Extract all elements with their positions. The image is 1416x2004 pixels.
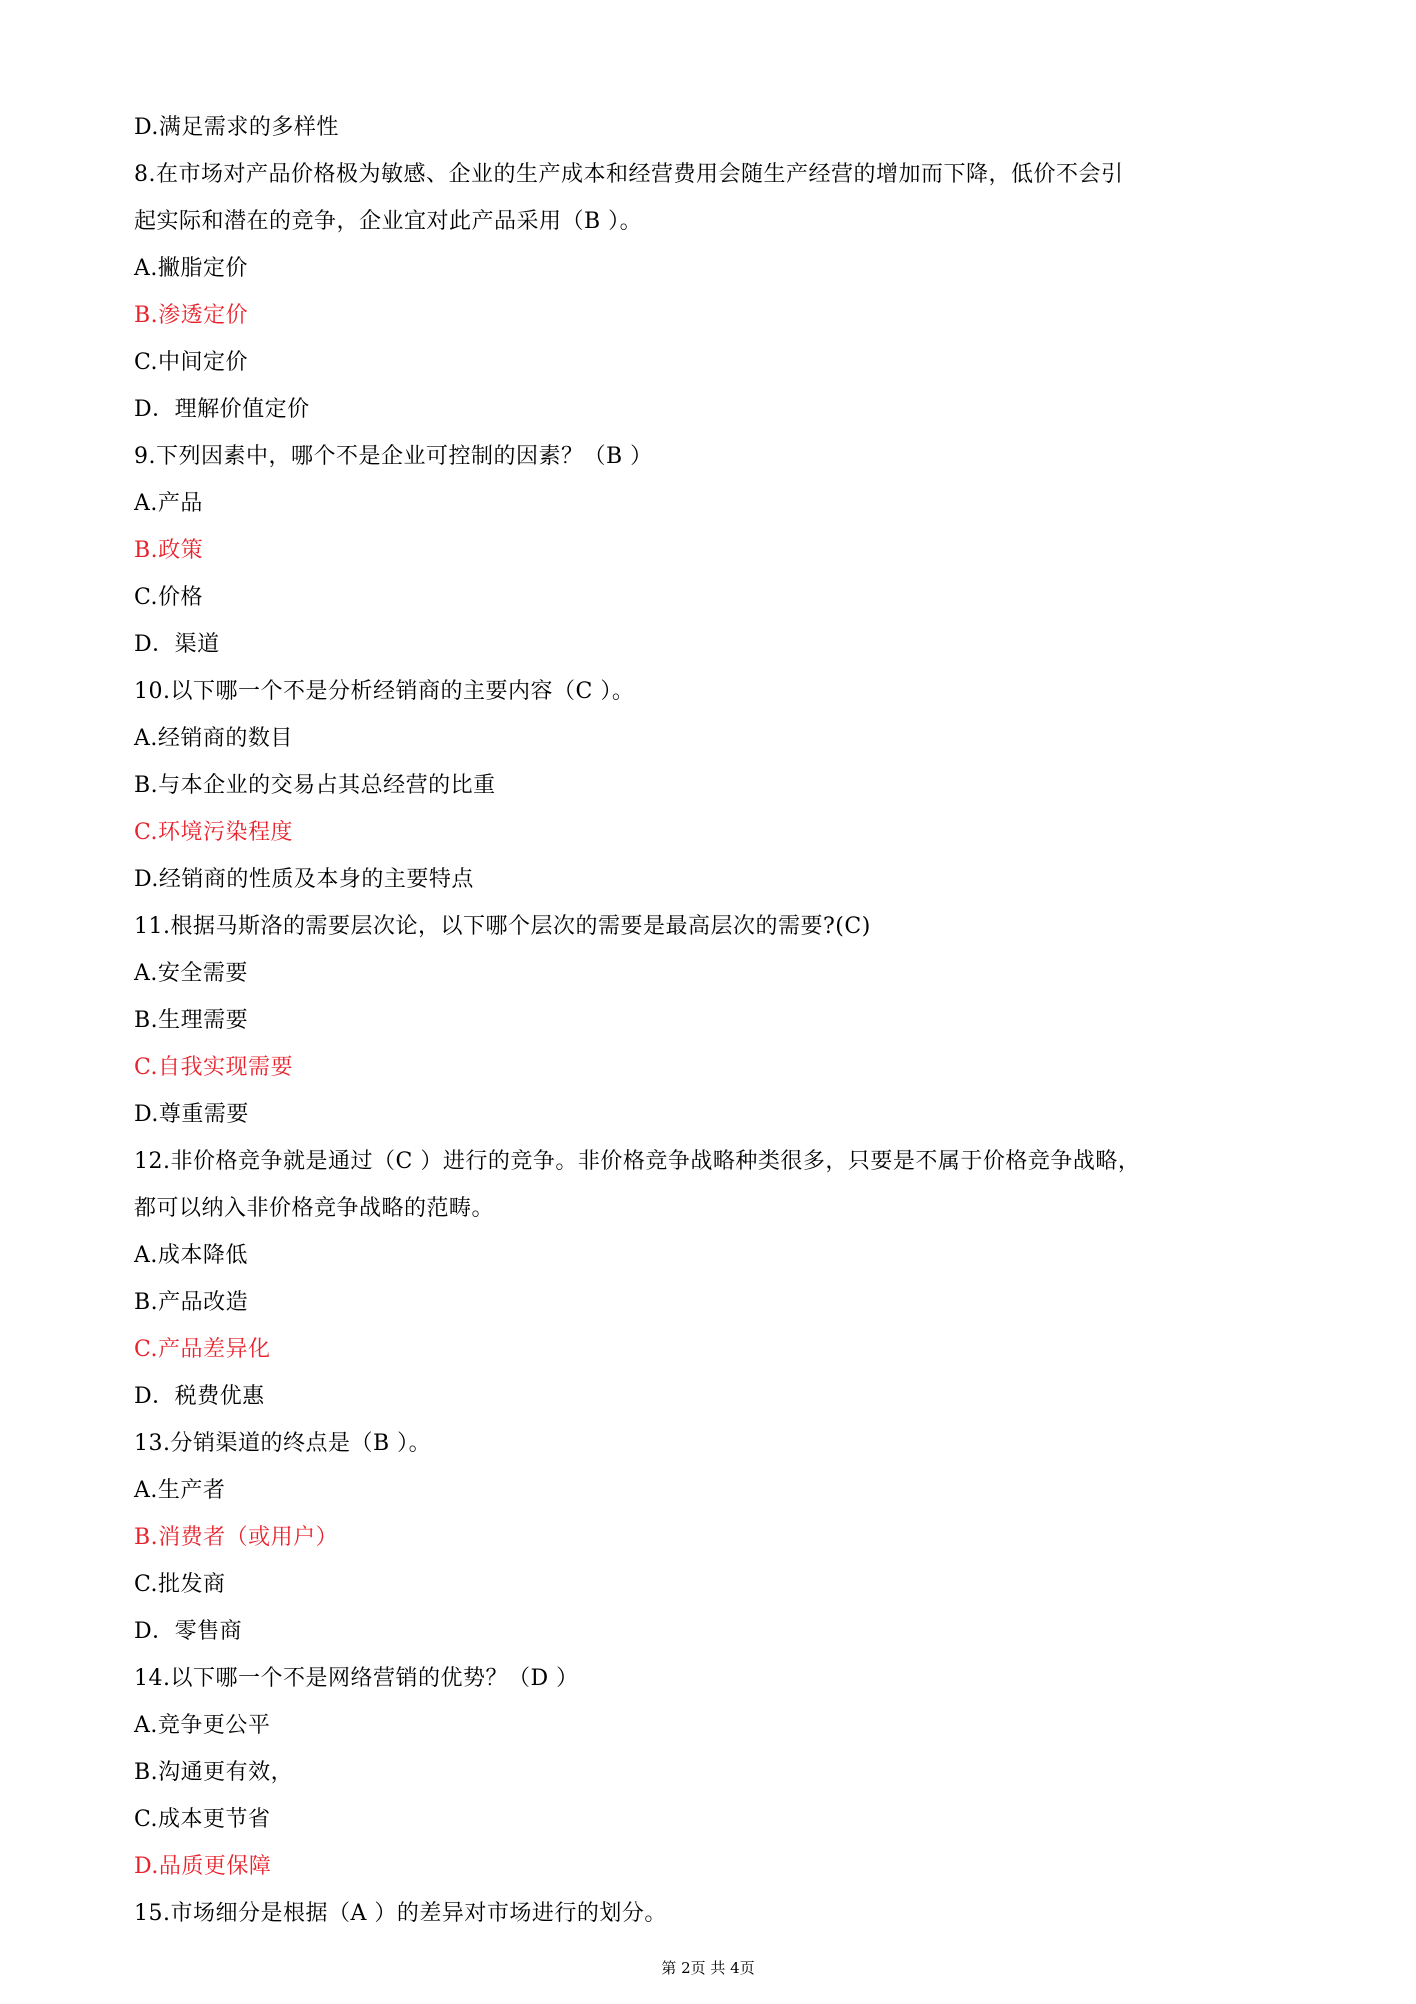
text-line: 8.在市场对产品价格极为敏感、企业的生产成本和经营费用会随生产经营的增加而下降，低价不会引 bbox=[134, 162, 1124, 187]
text-line: A.成本降低 bbox=[134, 1243, 248, 1268]
text-line: 10.以下哪一个不是分析经销商的主要内容（C ）。 bbox=[134, 679, 635, 704]
text-line: A.生产者 bbox=[134, 1478, 226, 1503]
answer-option-line: B.政策 bbox=[134, 538, 204, 563]
text-line: A.安全需要 bbox=[134, 961, 248, 986]
text-line: B.产品改造 bbox=[134, 1290, 249, 1315]
text-line: 9.下列因素中，哪个不是企业可控制的因素？（B ） bbox=[134, 444, 653, 469]
text-line: D．零售商 bbox=[134, 1619, 243, 1644]
text-line: C.成本更节省 bbox=[134, 1807, 271, 1832]
text-line: D．渠道 bbox=[134, 632, 220, 657]
answer-option-line: B.消费者（或用户） bbox=[134, 1525, 339, 1550]
text-line: 12.非价格竞争就是通过（C ）进行的竞争。非价格竞争战略种类很多，只要是不属于价格竞争战略， bbox=[134, 1149, 1141, 1174]
text-line: 13.分销渠道的终点是（B ）。 bbox=[134, 1431, 432, 1456]
text-line: A.竞争更公平 bbox=[134, 1713, 271, 1738]
text-line: C.中间定价 bbox=[134, 350, 249, 375]
page-footer: 第 2页 共 4页 bbox=[661, 1959, 755, 1977]
text-line: D．理解价值定价 bbox=[134, 397, 310, 422]
text-line: A.经销商的数目 bbox=[134, 726, 293, 751]
text-line: 都可以纳入非价格竞争战略的范畴。 bbox=[134, 1196, 495, 1221]
text-line: B.生理需要 bbox=[134, 1008, 249, 1033]
text-line: A.撇脂定价 bbox=[134, 256, 248, 281]
text-line: D.尊重需要 bbox=[134, 1102, 249, 1127]
text-line: D.满足需求的多样性 bbox=[134, 115, 339, 140]
answer-option-line: D.品质更保障 bbox=[134, 1854, 272, 1879]
text-line: D．税费优惠 bbox=[134, 1384, 265, 1409]
answer-option-line: C.产品差异化 bbox=[134, 1337, 271, 1362]
text-line: C.批发商 bbox=[134, 1572, 226, 1597]
document-body bbox=[134, 104, 1284, 1937]
text-line: B.与本企业的交易占其总经营的比重 bbox=[134, 773, 496, 798]
text-line: D.经销商的性质及本身的主要特点 bbox=[134, 867, 474, 892]
text-line: C.价格 bbox=[134, 585, 204, 610]
answer-option-line: B.渗透定价 bbox=[134, 303, 249, 328]
text-line: A.产品 bbox=[134, 491, 203, 516]
text-line: B.沟通更有效， bbox=[134, 1760, 294, 1785]
text-line: 11.根据马斯洛的需要层次论，以下哪个层次的需要是最高层次的需要?(C) bbox=[134, 914, 871, 939]
answer-option-line: C.自我实现需要 bbox=[134, 1055, 294, 1080]
text-line: 起实际和潜在的竞争，企业宜对此产品采用（B ）。 bbox=[134, 209, 643, 234]
text-line: 15.市场细分是根据（A ）的差异对市场进行的划分。 bbox=[134, 1901, 667, 1926]
text-line: 14.以下哪一个不是网络营销的优势？（D ） bbox=[134, 1666, 579, 1691]
answer-option-line: C.环境污染程度 bbox=[134, 820, 294, 845]
